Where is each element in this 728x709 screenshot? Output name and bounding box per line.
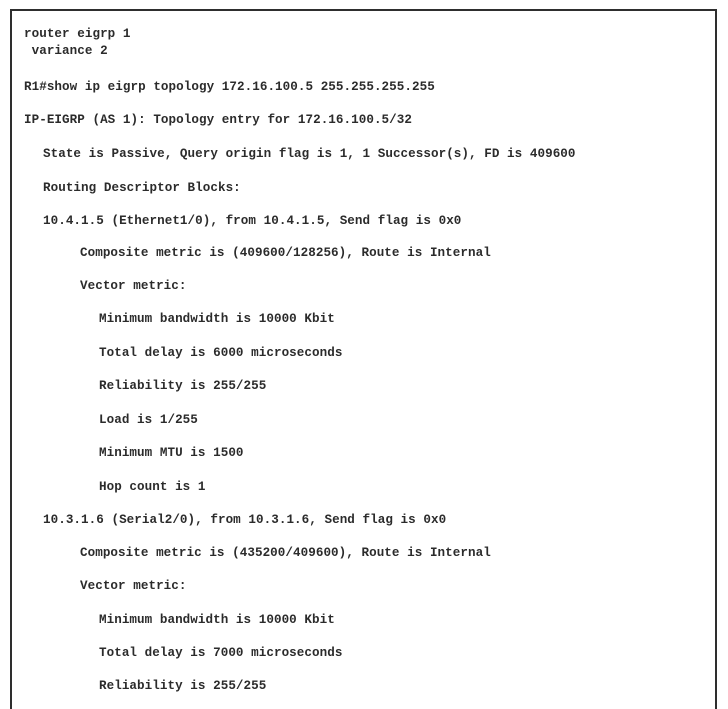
route-entry-2: 10.3.1.6 (Serial2/0), from 10.3.1.6, Send flag is 0x0 bbox=[43, 513, 447, 527]
state-line: State is Passive, Query origin flag is 1, 1 Successor(s), FD is 409600 bbox=[43, 147, 576, 161]
reliability-2: Reliability is 255/255 bbox=[99, 679, 267, 693]
command-line: R1#show ip eigrp topology 172.16.100.5 255.255.255.255 bbox=[24, 80, 435, 94]
load-1: Load is 1/255 bbox=[99, 413, 198, 427]
total-delay-2: Total delay is 7000 microseconds bbox=[99, 646, 343, 660]
composite-metric-1: Composite metric is (409600/128256), Route is Internal bbox=[80, 246, 491, 260]
config-line-variance: variance 2 bbox=[24, 44, 108, 58]
vector-metric-label-1: Vector metric: bbox=[80, 279, 187, 293]
routing-descriptor-header: Routing Descriptor Blocks: bbox=[43, 181, 241, 195]
reliability-1: Reliability is 255/255 bbox=[99, 379, 267, 393]
hop-count-1: Hop count is 1 bbox=[99, 480, 206, 494]
route-entry-1: 10.4.1.5 (Ethernet1/0), from 10.4.1.5, Send flag is 0x0 bbox=[43, 214, 462, 228]
composite-metric-2: Composite metric is (435200/409600), Route is Internal bbox=[80, 546, 491, 560]
total-delay-1: Total delay is 6000 microseconds bbox=[99, 346, 343, 360]
min-bandwidth-2: Minimum bandwidth is 10000 Kbit bbox=[99, 613, 335, 627]
cli-output-panel bbox=[10, 9, 717, 709]
topology-entry-header: IP-EIGRP (AS 1): Topology entry for 172.16.100.5/32 bbox=[24, 113, 412, 127]
min-mtu-1: Minimum MTU is 1500 bbox=[99, 446, 244, 460]
config-line-router: router eigrp 1 bbox=[24, 27, 131, 41]
vector-metric-label-2: Vector metric: bbox=[80, 579, 187, 593]
min-bandwidth-1: Minimum bandwidth is 10000 Kbit bbox=[99, 312, 335, 326]
